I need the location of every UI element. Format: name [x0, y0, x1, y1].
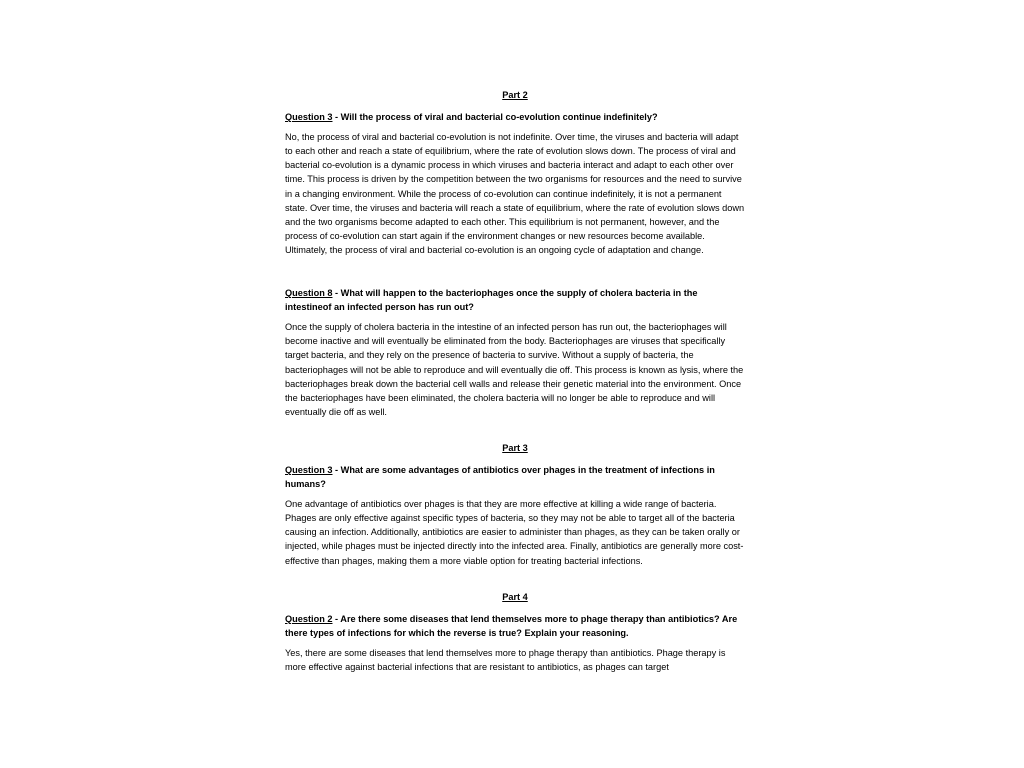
part-4-title: Part 4 — [502, 591, 528, 602]
question-part2-q3 — [285, 110, 745, 124]
document-page — [285, 88, 745, 674]
spacer — [285, 568, 745, 590]
question-label: Question 2 — [285, 613, 333, 624]
question-label: Question 3 — [285, 464, 333, 475]
spacer — [285, 257, 745, 286]
question-text: - What will happen to the bacteriophages once the supply of cholera bacteria in the intestineof an infected person has run out? — [285, 288, 698, 313]
question-text: - What are some advantages of antibiotics over phages in the treatment of infections in humans? — [285, 464, 715, 490]
answer-part2-q3: No, the process of viral and bacterial co-evolution is not indefinite. Over time, the viruses and bacteria will adapt to each other and reach a state of equilibrium, where the rate of evolution slows down. The process of viral and bacterial co-evolution is a dynamic process in which viruses and bacteria interact and adapt to each other over time. This process is driven by the competition between the two organisms for resources and the need to survive in a changing environment. While the process of co-evolution can continue indefinitely, it is not a permanent state. Over time, the viruses and bacteria will reach a state of equilibrium, where the rate of evolution slows down and the two organisms become adapted to each other. This equilibrium is not permanent, however, and the process of co-evolution can start again if the environment changes or new resources become available. Ultimately, the process of viral and bacterial co-evolution is an ongoing cycle of adaptation and change. — [285, 132, 745, 255]
question-label: Question 8 — [285, 288, 333, 299]
part-3-title: Part 3 — [502, 442, 528, 453]
spacer — [285, 419, 745, 441]
answer-part4-q2: Yes, there are some diseases that lend themselves more to phage therapy than antibiotics. Phage therapy is more effective against bacterial infections that are resistant to antibiotics, as phages can target — [285, 647, 726, 672]
question-part3-q3 — [285, 463, 745, 491]
answer-part2-q8: Once the supply of cholera bacteria in the intestine of an infected person has run out, the bacteriophages will become inactive and will eventually be eliminated from the body. Bacteriophages are viruses that specifically target bacteria, and they rely on the presence of bacteria to survive. Without a supply of bacteria, the bacteriophages will not be able to reproduce and will eventually die off. This process is known as lysis, where the bacteriophages break down the bacterial cell walls and release their genetic material into the environment. Once the bacteriophages have been eliminated, the cholera bacteria will no longer be able to reproduce and will eventually die off as well. — [285, 322, 744, 417]
question-part4-q2 — [285, 612, 745, 640]
part-2-title: Part 2 — [502, 90, 528, 100]
question-part2-q8 — [285, 286, 745, 314]
question-text: - Will the process of viral and bacterial co-evolution continue indefinitely? — [332, 112, 658, 123]
question-label: Question 3 — [285, 112, 333, 123]
question-text: - Are there some diseases that lend themselves more to phage therapy than antibiotics? Are there types of infections for which the reverse is true? Explain your reasoning. — [285, 613, 738, 638]
answer-part3-q3: One advantage of antibiotics over phages is that they are more effective at killing a wide range of bacteria. Phages are only effective against specific types of bacteria, so they may not be able to target all of the bacteria causing an infection. Additionally, antibiotics are easier to administer than phages, as they can be taken orally or injected, while phages must be injected directly into the infected area. Finally, antibiotics are generally more cost-effective than phages, making them a more viable option for treating bacterial infections. — [285, 499, 744, 566]
